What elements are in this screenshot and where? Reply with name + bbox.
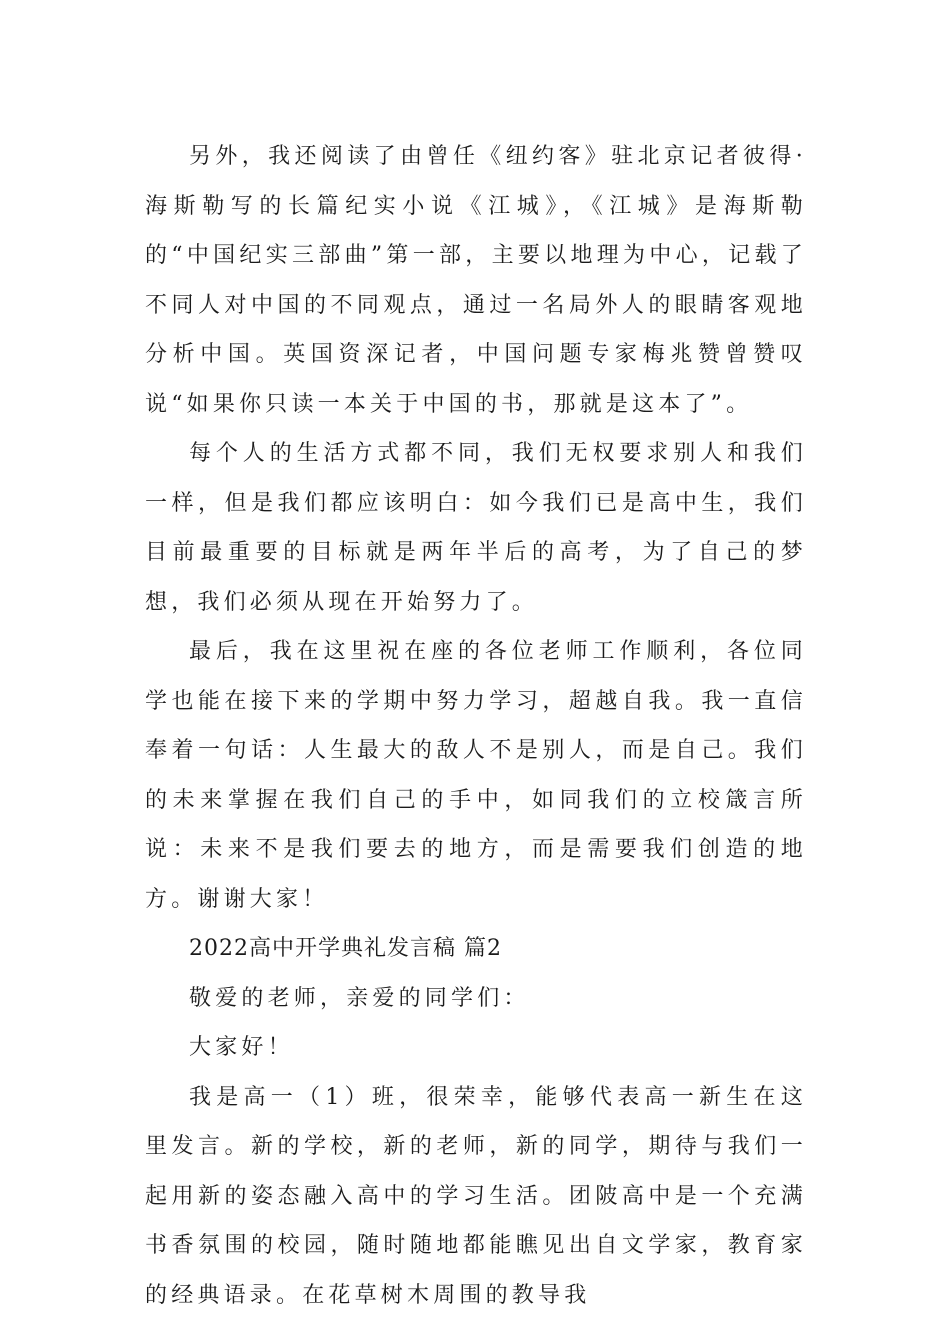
section-heading: 2022高中开学典礼发言稿 篇2 <box>189 936 502 961</box>
paragraph-introduction: 我是高一（1）班，很荣幸，能够代表高一新生在这里发言。新的学校，新的老师，新的同学，期待与我们一起用新的姿态融入高中的学习生活。团陂高中是一个充满书香氛围的校园，随时随地都能瞧见出自文学家，教育家的经典语录。在花草树木周围的教导我 <box>145 1084 807 1308</box>
paragraph-lifestyle-goals: 每个人的生活方式都不同，我们无权要求别人和我们一样，但是我们都应该明白：如今我们已是高中生，我们目前最重要的目标就是两年半后的高考，为了自己的梦想，我们必须从现在开始努力了。 <box>145 441 807 615</box>
paragraph-closing-wishes: 最后，我在这里祝在座的各位老师工作顺利，各位同学也能在接下来的学期中努力学习，超越自我。我一直信奉着一句话：人生最大的敌人不是别人，而是自己。我们的未来掌握在我们自己的手中，如同我们的立校箴言所说：未来不是我们要去的地方，而是需要我们创造的地方。谢谢大家！ <box>145 639 807 912</box>
greeting: 大家好！ <box>189 1035 294 1060</box>
salutation: 敬爱的老师，亲爱的同学们： <box>189 985 530 1011</box>
document-body <box>145 132 807 1320</box>
paragraph-reading-jiangcheng: 另外，我还阅读了由曾任《纽约客》驻北京记者彼得·海斯勒写的长篇纪实小说《江城》，《江城》是海斯勒的“中国纪实三部曲”第一部，主要以地理为中心，记载了不同人对中国的不同观点，通过一名局外人的眼睛客观地分析中国。英国资深记者，中国问题专家梅兆赞曾赞叹说“如果你只读一本关于中国的书，那就是这本了”。 <box>145 144 807 417</box>
